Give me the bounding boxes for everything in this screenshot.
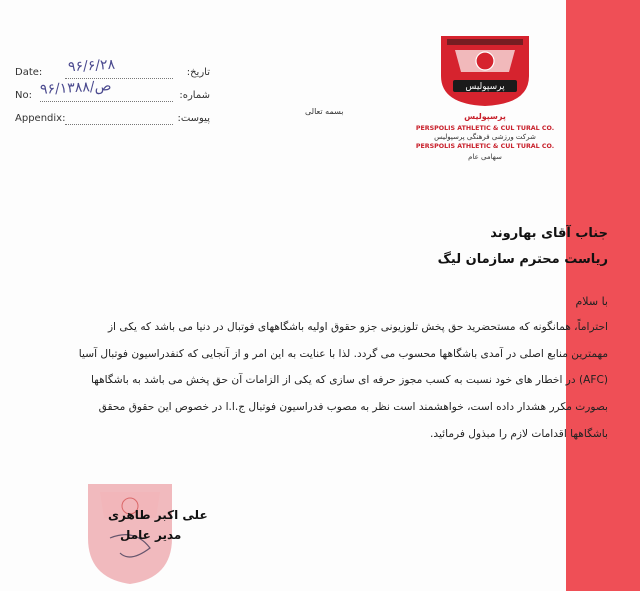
- body-line: احتراماً، همانگونه که مستحضرید حق پخش تلوزیونی جزو حقوق اولیه باشگاههای فوتبال در دنیا می باشد که یکی از: [107, 321, 608, 333]
- signatory-title: مدیر عامل: [120, 528, 182, 542]
- logo-text: پرسپولیس: [465, 82, 505, 92]
- recipient-line-2: ریاست محترم سازمان لیگ: [437, 252, 608, 267]
- date-label-fa: تاریخ:: [186, 67, 210, 78]
- company-name-fa-long: شرکت ورزشی فرهنگی پرسپولیس: [434, 133, 536, 141]
- number-label-en: No:: [15, 90, 32, 101]
- persepolis-logo: [435, 28, 535, 108]
- appendix-line: [65, 124, 173, 125]
- body-line: (AFC) در اخطار های خود نسبت به کسب مجوز حرفه ای سازی که یکی از الزامات آن حق پخش می باشد به باشگاهها: [90, 374, 608, 386]
- company-name-fa-short: پرسپولیس: [464, 112, 506, 121]
- appendix-label-fa: پیوست:: [177, 113, 210, 124]
- company-type: سهامی عام: [468, 153, 502, 161]
- recipient-line-1: جناب آقای بهاروند: [490, 226, 608, 241]
- company-name-en-1: PERSPOLIS ATHLETIC & CUL TURAL CO.: [415, 125, 555, 132]
- body-line: باشگاهها اقدامات لازم را مبذول فرمائید.: [430, 428, 608, 440]
- number-line: [40, 101, 173, 102]
- signatory-name: علی اکبر طاهری: [108, 508, 208, 522]
- date-label-en: Date:: [15, 67, 43, 78]
- number-value: ۹۶/ص/۱۳۸۸: [39, 78, 112, 98]
- number-label-fa: شماره:: [179, 90, 210, 101]
- company-name-en-2: PERSPOLIS ATHLETIC & CUL TURAL CO.: [415, 143, 555, 150]
- date-value: ۹۶/۶/۲۸: [67, 56, 116, 76]
- body-line: مهمترین منابع اصلی در آمدی باشگاهها محسوب می گردد. لذا با عنایت به این امر و از آنجایی که کنفدراسیون فوتبال آسیا: [78, 348, 608, 360]
- bismillah: بسمه تعالی: [305, 107, 344, 116]
- body-line: بصورت مکرر هشدار داده است، خواهشمند است نظر به مصوب فدراسیون فوتبال ج.ا.ا در خصوص این حقوق محقق: [98, 401, 608, 413]
- appendix-label-en: Appendix:: [15, 113, 66, 124]
- salutation: با سلام: [575, 295, 608, 308]
